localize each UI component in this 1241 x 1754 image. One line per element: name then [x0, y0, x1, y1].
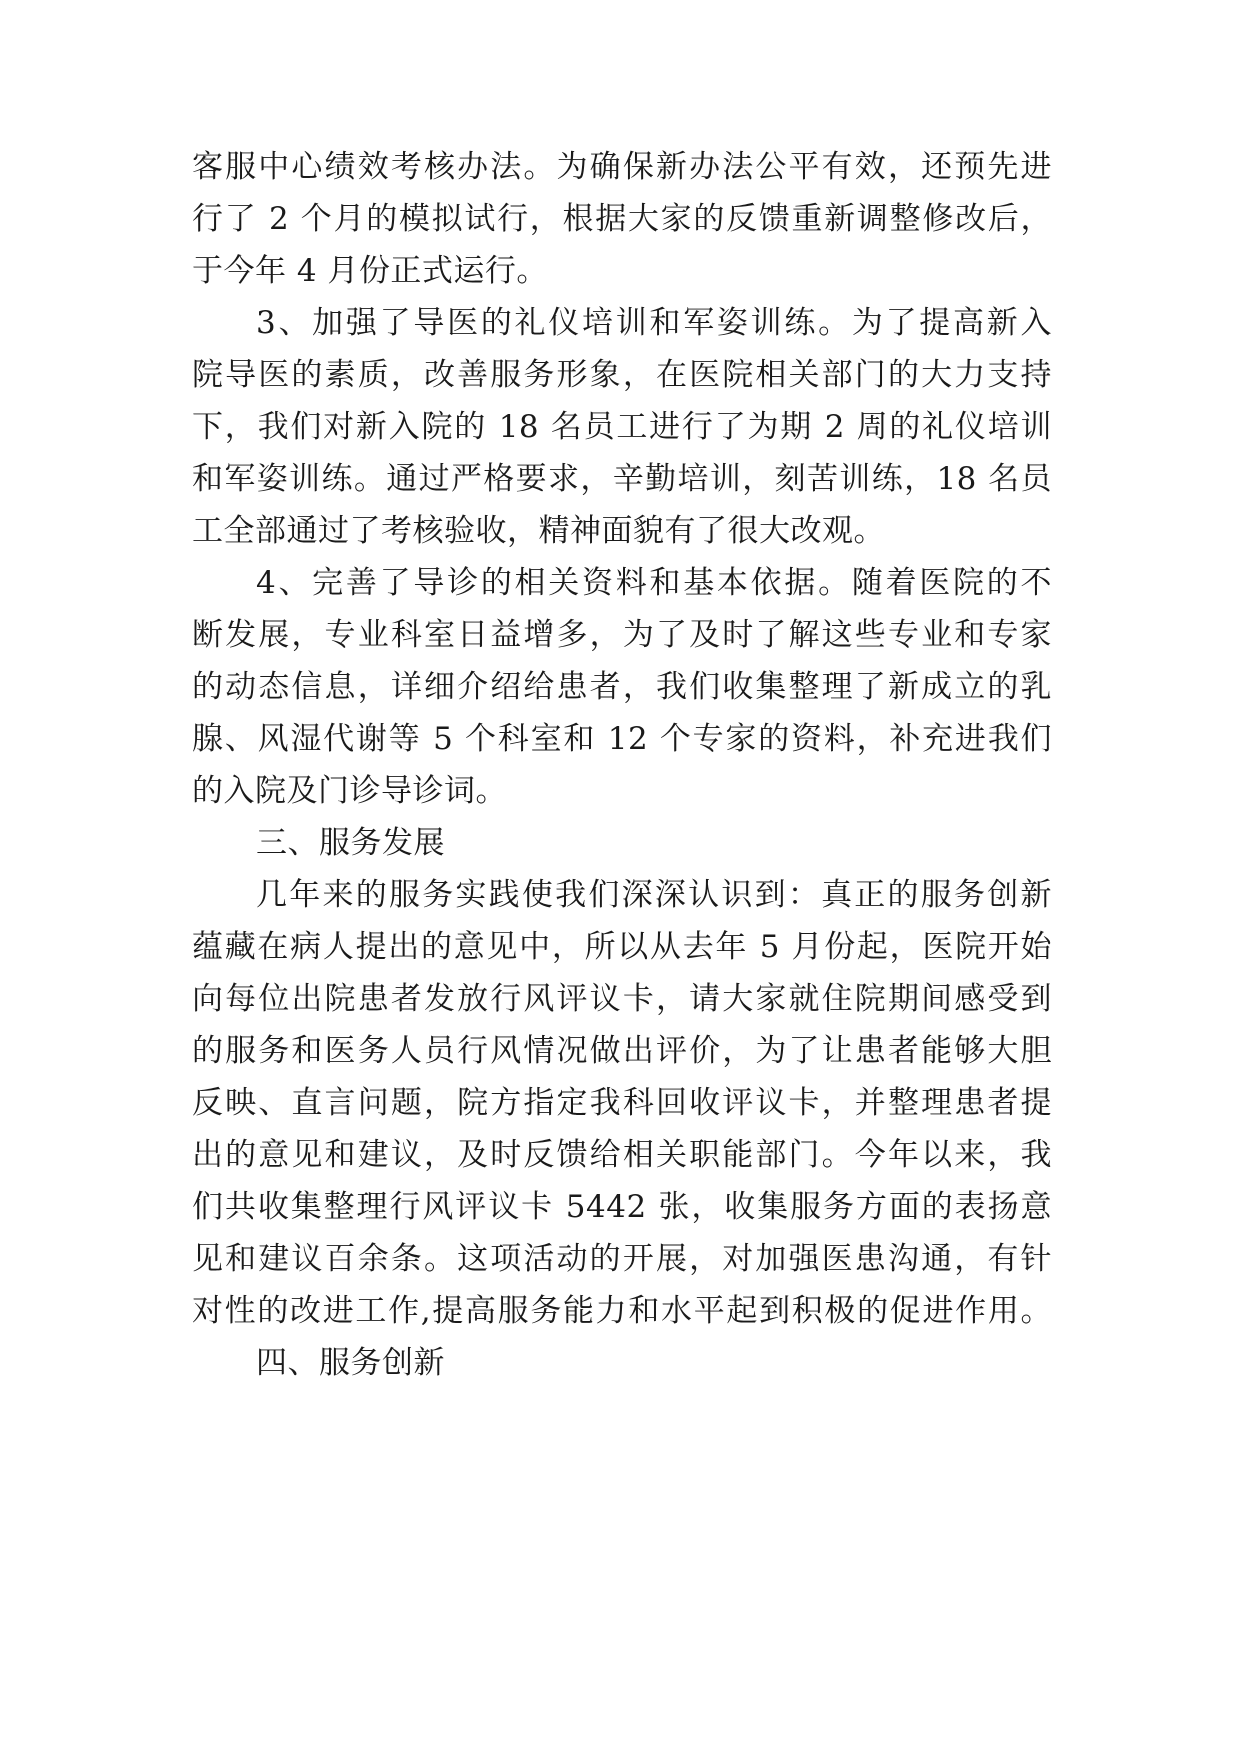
- text-line: 客服中心绩效考核办法。为确保新办法公平有效，还预先进: [192, 149, 1052, 185]
- text-line: 下，我们对新入院的 18 名员工进行了为期 2 周的礼仪培训: [192, 409, 1052, 445]
- text-line: 院导医的素质，改善服务形象，在医院相关部门的大力支持: [192, 357, 1052, 393]
- text-line: 反映、直言问题，院方指定我科回收评议卡，并整理患者提: [192, 1085, 1052, 1121]
- paragraph-start-line: 几年来的服务实践使我们深深认识到：真正的服务创新: [256, 877, 1052, 913]
- text-line: 对性的改进工作,提高服务能力和水平起到积极的促进作用。: [192, 1293, 1052, 1329]
- text-line: 腺、风湿代谢等 5 个科室和 12 个专家的资料，补充进我们: [192, 721, 1052, 757]
- paragraph-start-line: 3、加强了导医的礼仪培训和军姿训练。为了提高新入: [256, 305, 1052, 341]
- section-heading: 三、服务发展: [256, 825, 445, 861]
- text-line: 见和建议百余条。这项活动的开展，对加强医患沟通，有针: [192, 1241, 1052, 1277]
- text-line: 和军姿训练。通过严格要求，辛勤培训，刻苦训练，18 名员: [192, 461, 1052, 497]
- text-line: 行了 2 个月的模拟试行，根据大家的反馈重新调整修改后，: [192, 201, 1052, 237]
- text-line: 的动态信息，详细介绍给患者，我们收集整理了新成立的乳: [192, 669, 1052, 705]
- text-line: 出的意见和建议，及时反馈给相关职能部门。今年以来，我: [192, 1137, 1052, 1173]
- text-line: 们共收集整理行风评议卡 5442 张，收集服务方面的表扬意: [192, 1189, 1052, 1225]
- text-line: 蕴藏在病人提出的意见中，所以从去年 5 月份起，医院开始: [192, 929, 1052, 965]
- text-line: 向每位出院患者发放行风评议卡，请大家就住院期间感受到: [192, 981, 1052, 1017]
- section-heading: 四、服务创新: [256, 1345, 445, 1381]
- text-line: 的服务和医务人员行风情况做出评价，为了让患者能够大胆: [192, 1033, 1052, 1069]
- text-line: 于今年 4 月份正式运行。: [192, 253, 548, 289]
- text-line: 工全部通过了考核验收，精神面貌有了很大改观。: [192, 513, 885, 549]
- text-line: 断发展，专业科室日益增多，为了及时了解这些专业和专家: [192, 617, 1052, 653]
- text-line: 的入院及门诊导诊词。: [192, 773, 507, 809]
- paragraph-start-line: 4、完善了导诊的相关资料和基本依据。随着医院的不: [256, 565, 1052, 601]
